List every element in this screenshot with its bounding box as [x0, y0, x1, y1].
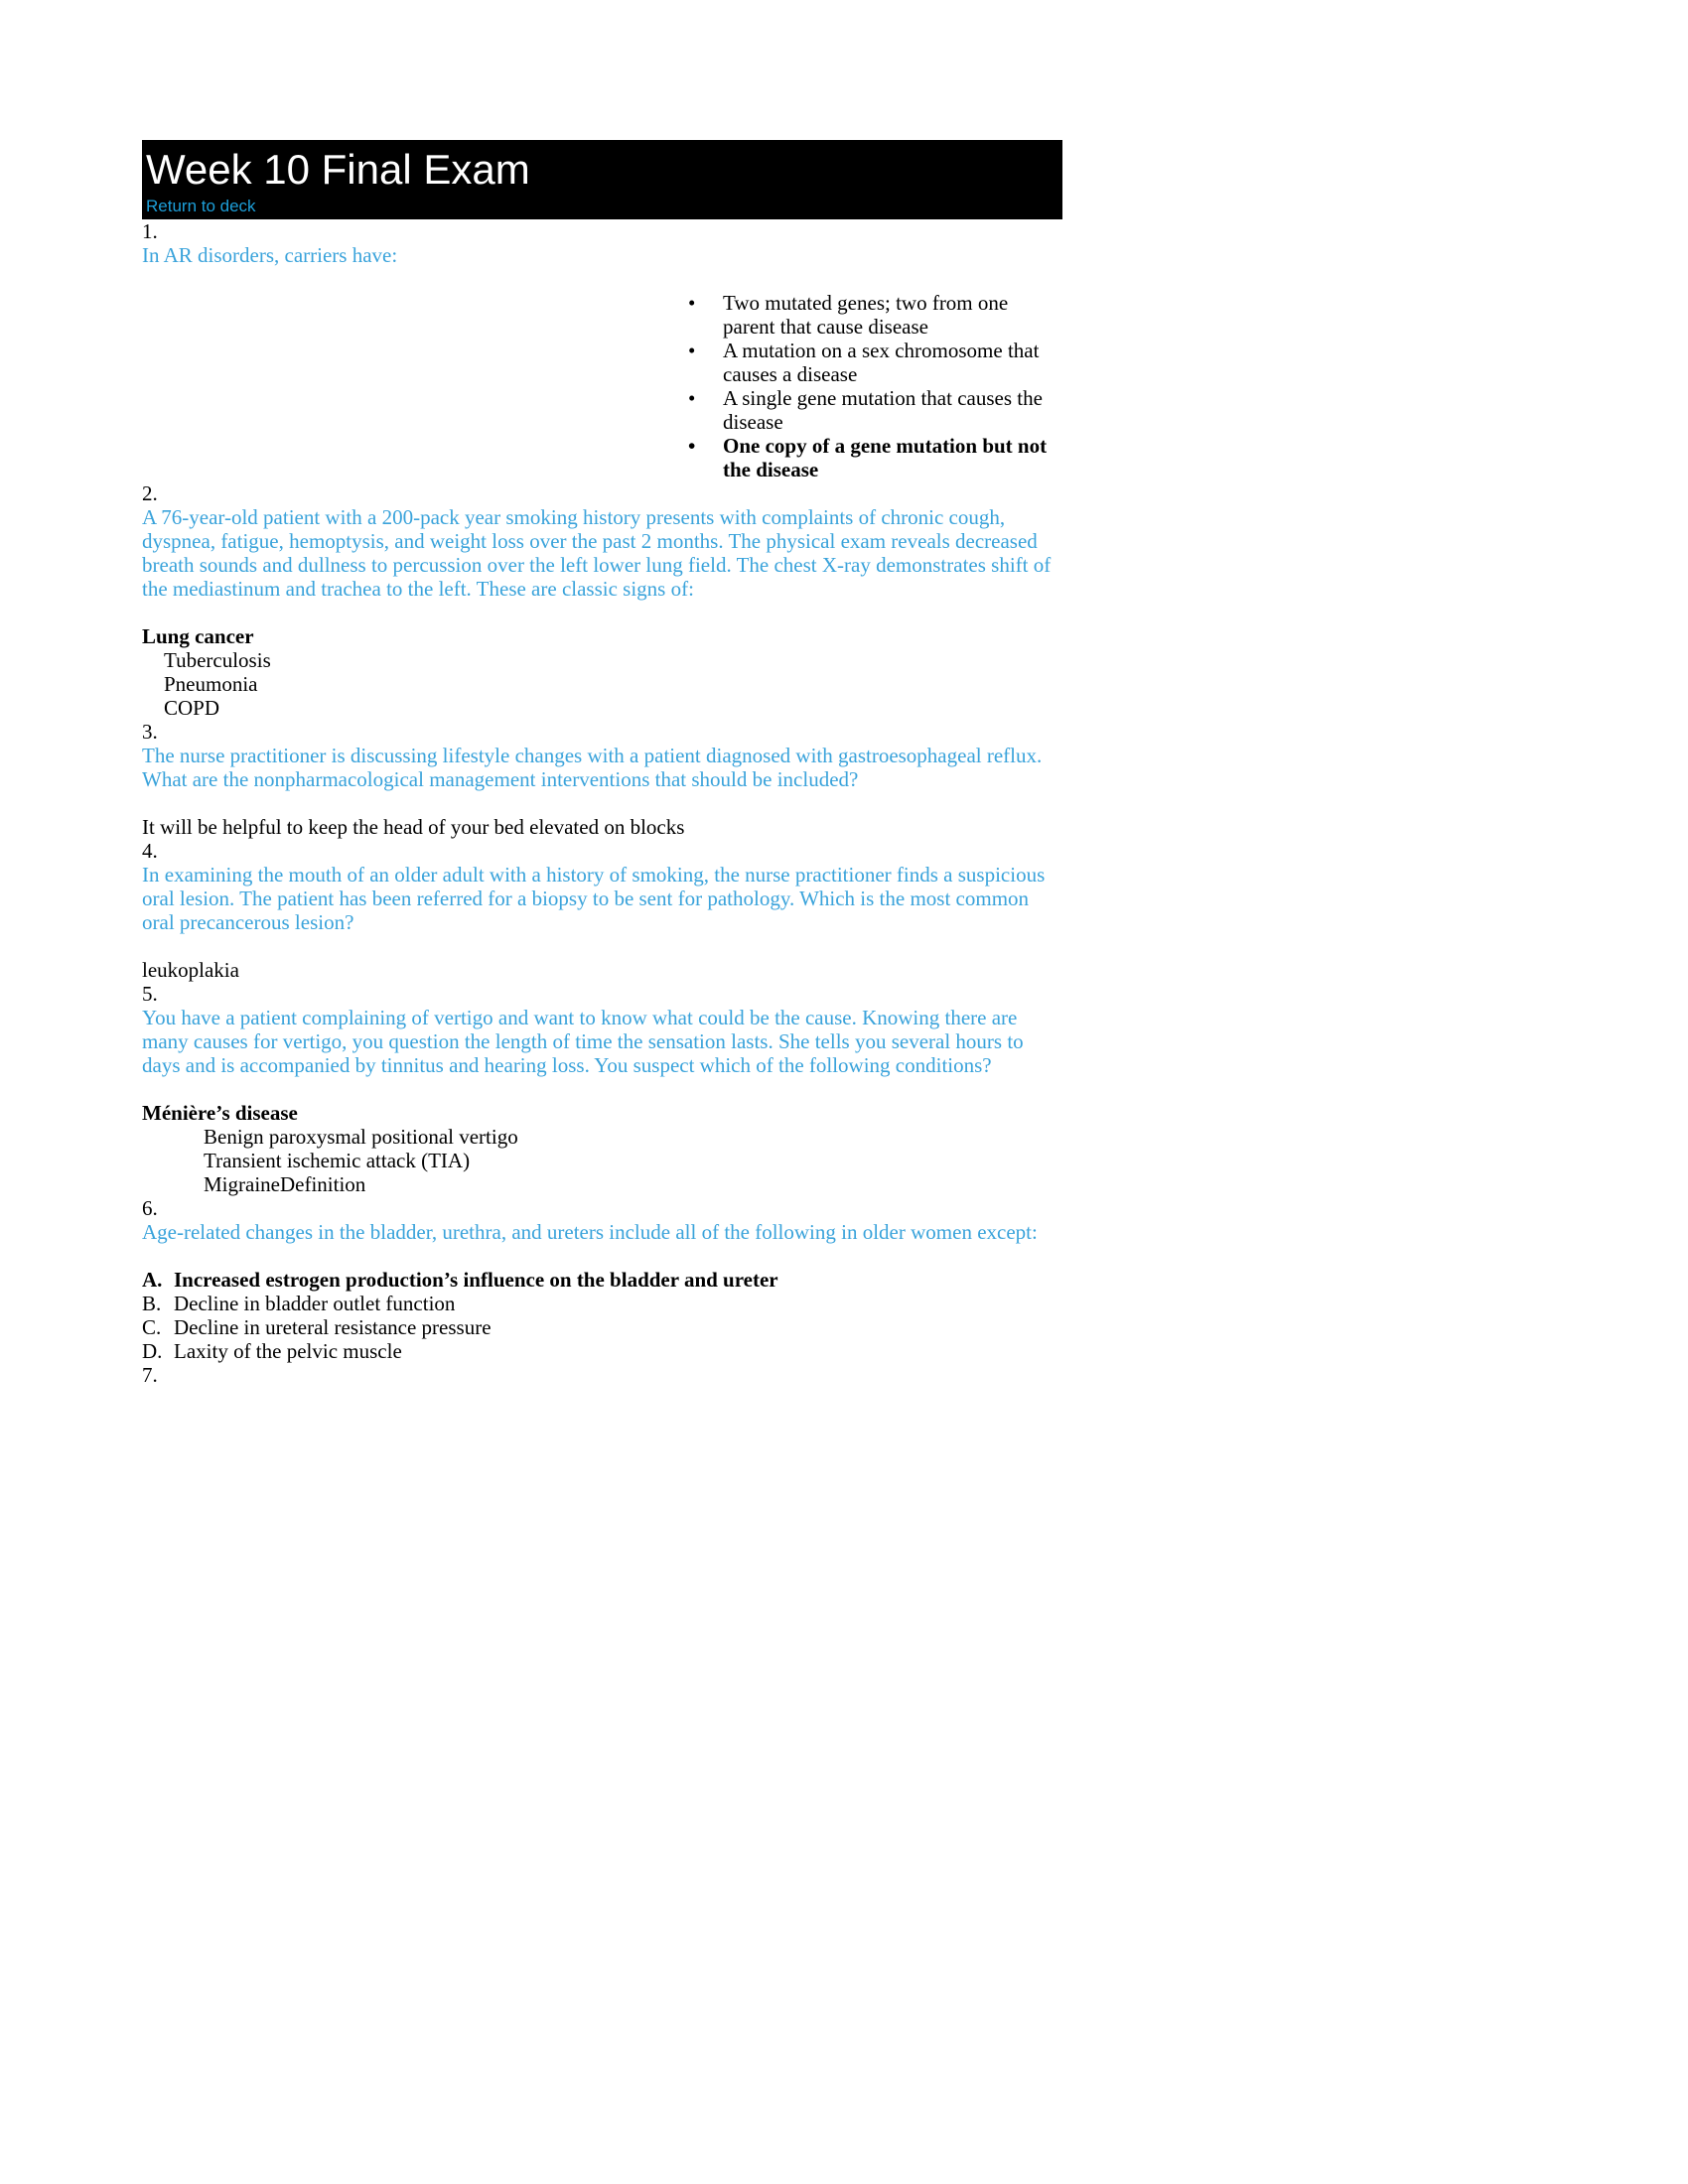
answer-option: Pneumonia: [164, 672, 258, 696]
answer-option-text: Two mutated genes; two from one parent that cause disease: [723, 291, 1009, 339]
question-number: 2.: [142, 481, 158, 505]
answer-option: [686, 339, 1062, 386]
option-text: Decline in ureteral resistance pressure: [174, 1315, 492, 1339]
answer-option: [686, 291, 1062, 339]
option-text: Decline in bladder outlet function: [174, 1292, 456, 1315]
question-block-7: [142, 1363, 1062, 1387]
question-text: The nurse practitioner is discussing lifestyle changes with a patient diagnosed with gastroesophageal reflux. What are the nonpharmacological management interventions that should be included?: [142, 744, 1043, 791]
answer-option: [142, 1292, 1062, 1315]
question-number: 3.: [142, 720, 158, 744]
answer-list: [142, 815, 1062, 839]
answer-option-text: A mutation on a sex chromosome that causes a disease: [723, 339, 1040, 386]
answer-list: [142, 958, 1062, 982]
answer-list: [142, 1268, 1062, 1363]
title-banner: [142, 140, 1062, 219]
document-content: [142, 140, 1062, 1387]
question-text: Age-related changes in the bladder, urethra, and ureters include all of the following in older women except:: [142, 1220, 1038, 1244]
option-letter: A.: [142, 1268, 163, 1292]
answer-option: [142, 1339, 1062, 1363]
option-letter: C.: [142, 1315, 162, 1339]
question-text: A 76-year-old patient with a 200-pack year smoking history presents with complaints of chronic cough, dyspnea, fatigue, hemoptysis, and weight loss over the past 2 months. The physical exam reveals decreased breath sounds and dullness to percussion over the left lower lung field. The chest X-ray demonstrates shift of the mediastinum and trachea to the left. These are classic signs of:: [142, 505, 1052, 601]
answer-option: [686, 386, 1062, 434]
option-letter: D.: [142, 1339, 163, 1363]
page-title: Week 10 Final Exam: [146, 146, 530, 193]
answer-correct: Lung cancer: [142, 624, 254, 648]
question-block-1: [142, 219, 1062, 481]
option-text: Laxity of the pelvic muscle: [174, 1339, 402, 1363]
question-number: 6.: [142, 1196, 158, 1220]
answer-option-correct: [686, 434, 1062, 481]
answer-option: Transient ischemic attack (TIA): [204, 1149, 471, 1172]
answer-option: COPD: [164, 696, 220, 720]
question-text: In examining the mouth of an older adult with a history of smoking, the nurse practitioner finds a suspicious oral lesion. The patient has been referred for a biopsy to be sent for pathology. Which is the most common oral precancerous lesion?: [142, 863, 1046, 934]
answer-option-correct: [142, 1268, 1062, 1292]
question-number: 5.: [142, 982, 158, 1006]
question-text: You have a patient complaining of vertigo and want to know what could be the cause. Knowing there are many causes for vertigo, you question the length of time the sensation lasts. She tells you several hours to days and is accompanied by tinnitus and hearing loss. You suspect which of the following conditions?: [142, 1006, 1024, 1077]
answer-list: [142, 1101, 1062, 1196]
answer-option: Benign paroxysmal positional vertigo: [204, 1125, 518, 1149]
answer-text: It will be helpful to keep the head of your bed elevated on blocks: [142, 815, 685, 839]
answer-option: Tuberculosis: [164, 648, 271, 672]
answer-option-text: A single gene mutation that causes the disease: [723, 386, 1043, 434]
answer-option: [142, 1315, 1062, 1339]
question-text: In AR disorders, carriers have:: [142, 243, 398, 267]
question-number: 1.: [142, 219, 158, 243]
answer-list: [142, 624, 1062, 720]
answer-option: MigraineDefinition: [204, 1172, 366, 1196]
option-letter: B.: [142, 1292, 162, 1315]
answer-text: leukoplakia: [142, 958, 239, 982]
question-number: 7.: [142, 1363, 158, 1387]
answer-correct: Ménière’s disease: [142, 1101, 298, 1125]
option-text: Increased estrogen production’s influence on the bladder and ureter: [174, 1268, 778, 1292]
question-block-4: [142, 839, 1062, 982]
question-block-6: [142, 1196, 1062, 1363]
answer-option-text: One copy of a gene mutation but not the disease: [723, 434, 1048, 481]
question-number: 4.: [142, 839, 158, 863]
answer-option-list: [686, 291, 1062, 481]
question-block-2: [142, 481, 1062, 720]
return-to-deck-link[interactable]: Return to deck: [146, 197, 256, 215]
question-block-5: [142, 982, 1062, 1196]
question-block-3: [142, 720, 1062, 839]
